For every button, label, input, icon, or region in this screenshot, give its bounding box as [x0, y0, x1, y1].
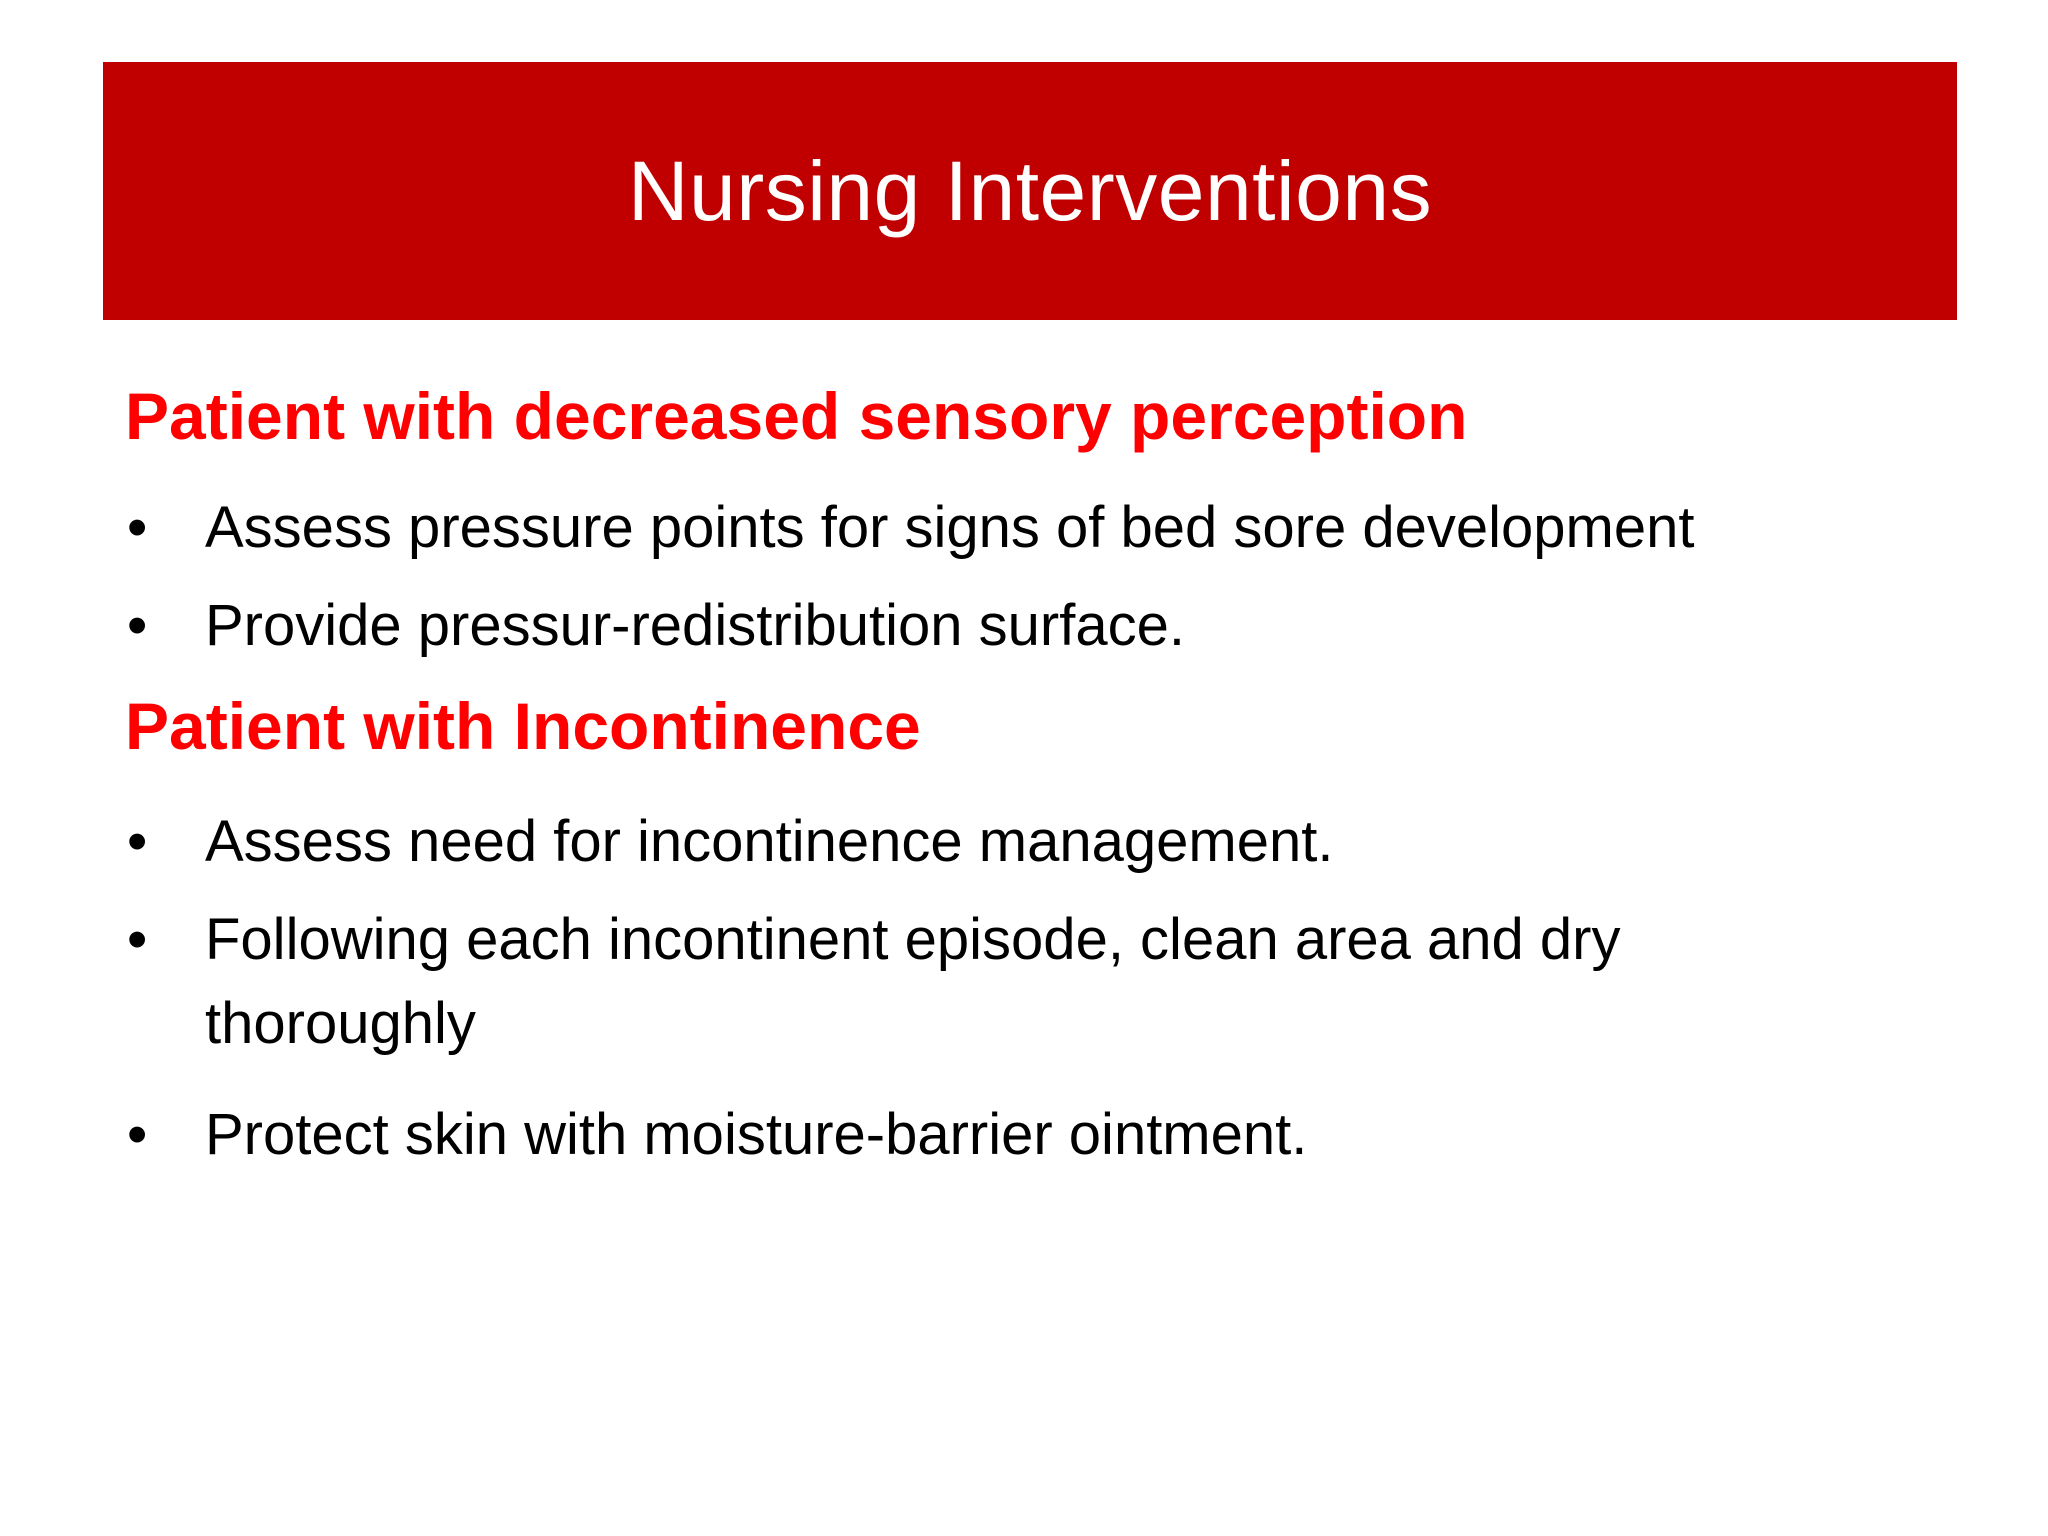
- bullet-text: Assess need for incontinence management.: [205, 809, 1334, 874]
- bullet-icon: •: [127, 907, 148, 972]
- bullet-icon: •: [127, 593, 148, 658]
- bullet-text: Provide pressur-redistribution surface.: [205, 593, 1185, 658]
- bullet-icon: •: [127, 809, 148, 874]
- title-bar: [103, 62, 1957, 320]
- bullet-text: Assess pressure points for signs of bed sore development: [205, 495, 1695, 560]
- bullet-icon: •: [127, 495, 148, 560]
- bullet-icon: •: [127, 1102, 148, 1167]
- list-item: [125, 584, 1885, 668]
- slide-title: Nursing Interventions: [627, 143, 1433, 238]
- list-item: [125, 800, 1885, 884]
- section-heading-incontinence: Patient with Incontinence: [125, 689, 921, 763]
- bullet-text: Protect skin with moisture-barrier ointment.: [205, 1102, 1308, 1167]
- list-item: [125, 1093, 1885, 1177]
- bullet-text: Following each incontinent episode, clean area and dry thoroughly: [205, 907, 1621, 1056]
- list-item: [125, 898, 1825, 1066]
- section-heading-sensory: Patient with decreased sensory perception: [125, 379, 1468, 453]
- list-item: [125, 486, 1885, 570]
